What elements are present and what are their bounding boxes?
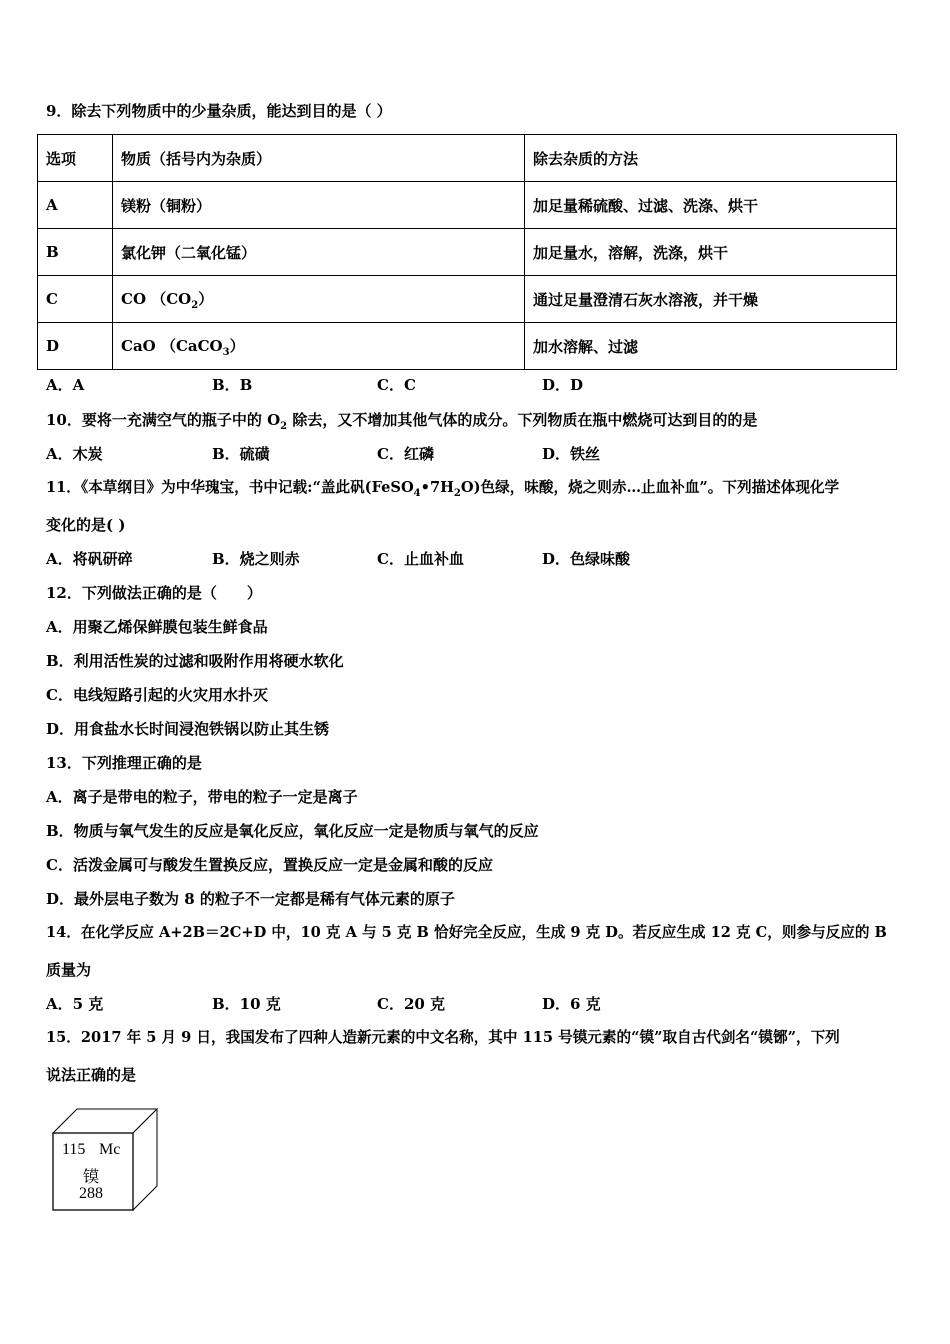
q11-stem: 11．《本草纲目》为中华瑰宝，书中记载:“盖此矾$(FeSO_4•7H_2O)$色绿，味酸，烧之则赤…止血补血”。下列描述体现化学 [46,479,840,499]
row-option: A [38,182,113,229]
q9-table [37,134,897,370]
q10-option-c: C．红磷 [377,445,434,463]
q9-option-a: A．A [46,376,85,394]
q11-option-a: A．将矾研碎 [46,550,133,568]
table-row [38,182,897,229]
q13-option-a: A．离子是带电的粒子，带电的粒子一定是离子 [46,788,358,806]
q12-option-b: B．利用活性炭的过滤和吸附作用将硬水软化 [46,652,344,670]
q14-stem-line2: 质量为 [46,961,92,979]
row-method: 通过足量澄清石灰水溶液，并干燥 [525,276,897,323]
row-method: 加水溶解、过滤 [525,323,897,370]
header-substance: 物质（括号内为杂质） [113,135,525,182]
q14-option-d: D．6 克 [542,995,601,1013]
q10-stem: 10．要将一充满空气的瓶子中的 $O_2$ 除去，又不增加其他气体的成分。下列物质在瓶中燃烧可达到目的的是 [46,411,758,432]
q12-option-a: A．用聚乙烯保鲜膜包装生鲜食品 [46,618,268,636]
element-name: 镆 [83,1169,100,1186]
row-substance: CaO （CaCO$_3$） [113,323,525,370]
q11-stem-line2: 变化的是( ) [46,516,126,534]
q11-option-c: C．止血补血 [377,550,464,568]
row-method: 加足量稀硫酸、过滤、洗涤、烘干 [525,182,897,229]
row-method: 加足量水，溶解，洗涤，烘干 [525,229,897,276]
table-row [38,276,897,323]
q11-option-d: D．色绿味酸 [542,550,631,568]
element-atomic-number: 115 [62,1141,86,1158]
q14-option-b: B．10 克 [212,995,281,1013]
row-substance: 氯化钾（二氧化锰） [113,229,525,276]
row-substance: CO $(CO_2)$ [113,276,525,323]
table-row [38,323,897,370]
table-row [38,229,897,276]
q12-option-d: D．用食盐水长时间浸泡铁锅以防止其生锈 [46,720,330,738]
q9-option-d: D．D [542,376,584,394]
element-card-box [52,1108,162,1212]
row-substance: 镁粉（铜粉） [113,182,525,229]
q11-option-b: B．烧之则赤 [212,550,300,568]
q14-option-a: A．5 克 [46,995,104,1013]
row-option: D [38,323,113,370]
q9-option-b: B．B [212,376,253,394]
q15-stem: 15．2017 年 5 月 9 日，我国发布了四种人造新元素的中文名称，其中 115 号镆元素的“镆”取自古代剑名“镆铘”，下列 [46,1029,840,1046]
q12-option-c: C．电线短路引起的火灾用水扑灭 [46,686,268,704]
header-option: 选项 [38,135,113,182]
q10-option-d: D．铁丝 [542,445,601,463]
q13-option-b: B．物质与氧气发生的反应是氧化反应，氧化反应一定是物质与氧气的反应 [46,822,539,840]
q14-stem: 14．在化学反应 A+2B＝2C+D 中，10 克 A 与 5 克 B 恰好完全反应，生成 9 克 D。若反应生成 12 克 C，则参与反应的 B [46,924,887,941]
q14-option-c: C．20 克 [377,995,446,1013]
element-symbol: Mc [99,1141,121,1158]
q9-option-c: C．C [377,376,416,394]
q13-option-c: C．活泼金属可与酸发生置换反应，置换反应一定是金属和酸的反应 [46,856,493,874]
q13-option-d: D．最外层电子数为 8 的粒子不一定都是稀有气体元素的原子 [46,890,455,908]
header-method: 除去杂质的方法 [525,135,897,182]
q15-stem-line2: 说法正确的是 [46,1066,137,1084]
row-option: B [38,229,113,276]
row-option: C [38,276,113,323]
element-card [52,1108,162,1212]
element-mass: 288 [79,1185,103,1202]
table-header-row [38,135,897,182]
q10-option-a: A．木炭 [46,445,103,463]
q10-option-b: B．硫磺 [212,445,270,463]
q13-stem: 13．下列推理正确的是 [46,754,202,772]
q12-stem: 12．下列做法正确的是（ ） [46,584,262,602]
q9-stem: 9．除去下列物质中的少量杂质，能达到目的是（ ） [46,102,392,120]
